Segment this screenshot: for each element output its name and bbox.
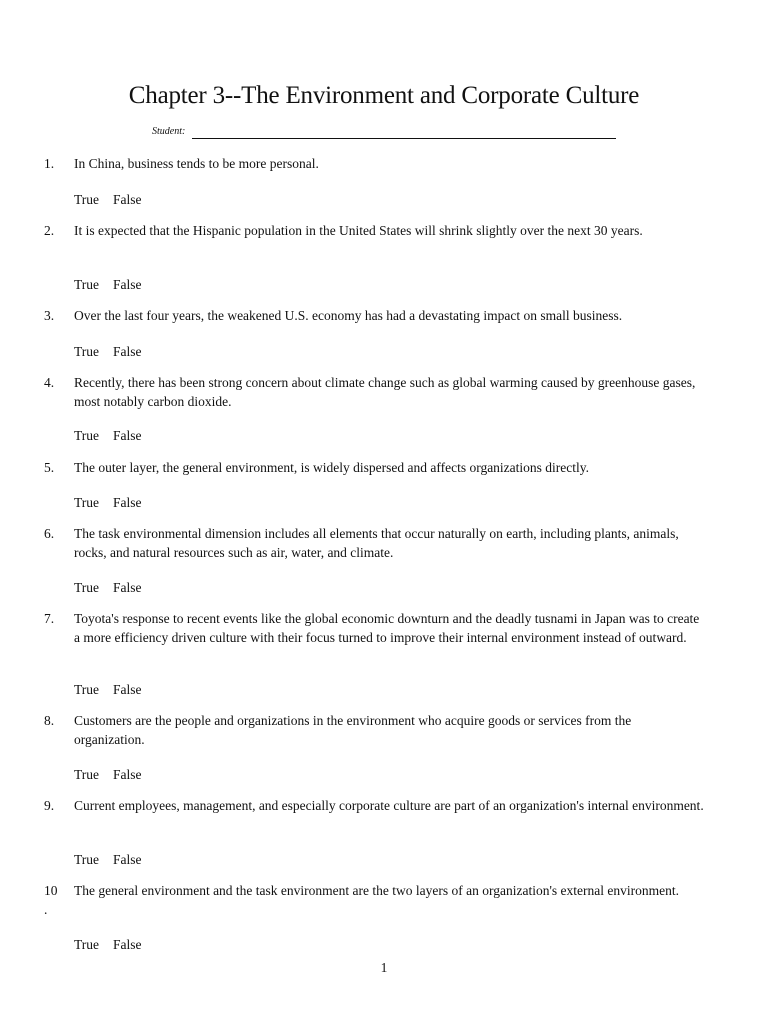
- question-text: Recently, there has been strong concern about climate change such as global warming caused by greenhouse gases, most notably carbon dioxide.: [74, 375, 696, 409]
- student-name-blank: [192, 138, 616, 139]
- question-number: 3.: [44, 308, 55, 323]
- question-text: It is expected that the Hispanic population in the United States will shrink slightly over the next 30 years.: [74, 223, 643, 238]
- student-label: Student:: [152, 126, 186, 137]
- false-option[interactable]: False: [113, 192, 142, 207]
- true-option[interactable]: True: [74, 428, 100, 443]
- question-text: Over the last four years, the weakened U.S. economy has had a devastating impact on small business.: [74, 308, 623, 323]
- true-option[interactable]: True: [74, 767, 100, 782]
- false-option[interactable]: False: [113, 428, 142, 443]
- question-text: Current employees, management, and especially corporate culture are part of an organization's internal environment.: [74, 798, 704, 813]
- false-option[interactable]: False: [113, 767, 142, 782]
- true-false-choices: [74, 851, 142, 870]
- false-option[interactable]: False: [113, 495, 142, 510]
- question-number: 6.: [44, 526, 55, 541]
- question-number: 5.: [44, 460, 55, 475]
- true-false-choices: [74, 936, 142, 955]
- question-text: The outer layer, the general environment, is widely dispersed and affects organizations directly.: [74, 460, 590, 475]
- true-option[interactable]: True: [74, 277, 100, 292]
- true-false-choices: [74, 191, 142, 210]
- true-option[interactable]: True: [74, 937, 100, 952]
- false-option[interactable]: False: [113, 937, 142, 952]
- true-option[interactable]: True: [74, 580, 100, 595]
- question-text: The task environmental dimension includes all elements that occur naturally on earth, including plants, animals, rocks, and natural resources such as air, water, and climate.: [74, 526, 679, 560]
- false-option[interactable]: False: [113, 852, 142, 867]
- question-text: Customers are the people and organizations in the environment who acquire goods or services from the organization.: [74, 713, 632, 747]
- question-number: 10 .: [44, 883, 58, 917]
- false-option[interactable]: False: [113, 682, 142, 697]
- true-false-choices: [74, 681, 142, 700]
- true-false-choices: [74, 494, 142, 513]
- true-false-choices: [74, 766, 142, 785]
- true-option[interactable]: True: [74, 852, 100, 867]
- question-number: 2.: [44, 223, 55, 238]
- page-title: Chapter 3--The Environment and Corporate Culture: [128, 82, 640, 109]
- true-option[interactable]: True: [74, 344, 100, 359]
- true-false-choices: [74, 276, 142, 295]
- question-number: 4.: [44, 375, 55, 390]
- question-text: The general environment and the task environment are the two layers of an organization's external environment.: [74, 883, 679, 898]
- question-number: 1.: [44, 156, 55, 171]
- true-option[interactable]: True: [74, 682, 100, 697]
- true-option[interactable]: True: [74, 495, 100, 510]
- false-option[interactable]: False: [113, 277, 142, 292]
- true-false-choices: [74, 343, 142, 362]
- question-number: 8.: [44, 713, 55, 728]
- true-false-choices: [74, 579, 142, 598]
- page-number: 1: [380, 960, 388, 975]
- true-false-choices: [74, 427, 142, 446]
- question-number: 7.: [44, 611, 55, 626]
- true-option[interactable]: True: [74, 192, 100, 207]
- false-option[interactable]: False: [113, 344, 142, 359]
- false-option[interactable]: False: [113, 580, 142, 595]
- question-text: In China, business tends to be more personal.: [74, 156, 319, 171]
- question-number: 9.: [44, 798, 55, 813]
- question-text: Toyota's response to recent events like the global economic downturn and the deadly tusnami in Japan was to create a more efficiency driven culture with their focus turned to improve their internal environment instead of outward.: [74, 611, 700, 645]
